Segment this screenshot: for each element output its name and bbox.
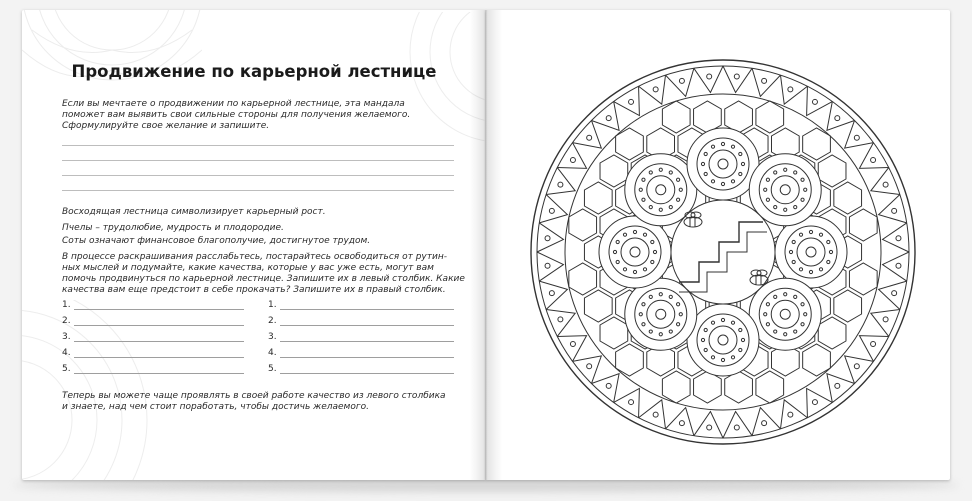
mandala-dot bbox=[854, 135, 859, 140]
mandala-triangle bbox=[557, 143, 586, 169]
mandala-dot bbox=[812, 99, 817, 104]
right-list-number-1: 1. bbox=[268, 300, 277, 310]
mandala-petal-circle bbox=[687, 128, 759, 200]
symbol-stairs-text: Восходящая лестница символизирует карьерный рост. bbox=[62, 207, 326, 217]
mandala-honeycomb-cell bbox=[756, 101, 784, 133]
mandala-dot bbox=[587, 135, 592, 140]
mandala-dot bbox=[812, 400, 817, 405]
mandala-dot bbox=[896, 263, 901, 268]
left-list-line-3[interactable] bbox=[74, 341, 244, 342]
left-list-line-1[interactable] bbox=[74, 309, 244, 310]
right-list-line-1[interactable] bbox=[280, 309, 454, 310]
mandala-honeycomb-cell bbox=[600, 317, 628, 349]
mandala-dot bbox=[854, 364, 859, 369]
mandala-dot bbox=[549, 291, 554, 296]
mandala-dot bbox=[606, 383, 611, 388]
intro-text-line-3: Сформулируйте свое желание и запишите. bbox=[62, 121, 270, 131]
mandala-triangle bbox=[639, 75, 666, 104]
intro-text-line-2: поможет вам выявить свои сильные стороны для получения желаемого. bbox=[62, 110, 411, 120]
mandala-dot bbox=[653, 412, 658, 417]
intro-text-line-1: Если вы мечтаете о продвижении по карьерной лестнице, эта мандала bbox=[62, 99, 405, 109]
wish-line-4[interactable] bbox=[62, 190, 454, 191]
mandala-honeycomb-cell bbox=[569, 209, 597, 241]
mandala-triangle bbox=[807, 388, 833, 417]
mandala-dot bbox=[788, 87, 793, 92]
mandala-dot bbox=[558, 317, 563, 322]
mandala-dot bbox=[707, 425, 712, 430]
mandala-dot bbox=[653, 87, 658, 92]
closing-text-line-1: Теперь вы можете чаще проявлять в своей работе качество из левого столбика bbox=[62, 391, 446, 401]
mandala-honeycomb-cell bbox=[600, 155, 628, 187]
mandala-dot bbox=[606, 116, 611, 121]
left-list-number-1: 1. bbox=[62, 300, 71, 310]
mandala-honeycomb-cell bbox=[849, 263, 877, 295]
left-list-number-4: 4. bbox=[62, 348, 71, 358]
mandala-triangle bbox=[859, 143, 888, 169]
symbol-bees-text: Пчелы – трудолюбие, мудрость и плодородие. bbox=[62, 223, 284, 233]
mandala-dot bbox=[871, 158, 876, 163]
right-list-line-3[interactable] bbox=[280, 341, 454, 342]
mandala-dot bbox=[629, 400, 634, 405]
mandala-triangle bbox=[871, 168, 900, 195]
right-list-number-3: 3. bbox=[268, 332, 277, 342]
mandala-honeycomb-cell bbox=[834, 290, 862, 322]
mandala-triangle bbox=[546, 309, 575, 336]
mandala-triangle bbox=[807, 86, 833, 115]
mandala-triangle bbox=[639, 400, 666, 429]
mandala-honeycomb-cell bbox=[834, 182, 862, 214]
mandala-petal-circle bbox=[599, 216, 671, 288]
mandala-dot bbox=[570, 158, 575, 163]
right-list-number-2: 2. bbox=[268, 316, 277, 326]
mandala-dot bbox=[762, 421, 767, 426]
wish-line-1[interactable] bbox=[62, 145, 454, 146]
mandala-dot bbox=[545, 236, 550, 241]
left-list-number-5: 5. bbox=[62, 364, 71, 374]
mandala-dot bbox=[679, 421, 684, 426]
mandala-dot bbox=[835, 116, 840, 121]
mandala-triangle bbox=[780, 75, 807, 104]
wish-line-3[interactable] bbox=[62, 175, 454, 176]
mandala-dot bbox=[545, 263, 550, 268]
mandala-dot bbox=[896, 236, 901, 241]
mandala-dot bbox=[679, 78, 684, 83]
mandala-triangle bbox=[614, 86, 640, 115]
mandala-honeycomb-cell bbox=[584, 182, 612, 214]
left-list-line-5[interactable] bbox=[74, 373, 244, 374]
mandala-triangle bbox=[546, 168, 575, 195]
mandala-triangle bbox=[614, 388, 640, 417]
mandala-triangle bbox=[871, 309, 900, 336]
mandala-dot bbox=[734, 425, 739, 430]
right-list-line-4[interactable] bbox=[280, 357, 454, 358]
left-list-number-3: 3. bbox=[62, 332, 71, 342]
left-list-line-4[interactable] bbox=[74, 357, 244, 358]
mandala-dot bbox=[570, 341, 575, 346]
closing-text-line-2: и знаете, над чем стоит поработать, чтобы достичь желаемого. bbox=[62, 402, 369, 412]
mandala-honeycomb-cell bbox=[662, 371, 690, 403]
task-text-line-2: ных мыслей и подумайте, какие качества, которые у вас уже есть, могут вам bbox=[62, 263, 434, 273]
left-list-number-2: 2. bbox=[62, 316, 71, 326]
book-shadow bbox=[14, 478, 958, 492]
mandala-dot bbox=[558, 182, 563, 187]
mandala-dot bbox=[871, 341, 876, 346]
mandala-center-disc bbox=[671, 200, 775, 304]
mandala-petal-circle bbox=[687, 304, 759, 376]
page-title: Продвижение по карьерной лестнице bbox=[71, 62, 437, 81]
mandala-honeycomb-cell bbox=[818, 155, 846, 187]
mandala-petal-circle bbox=[775, 216, 847, 288]
mandala-dot bbox=[707, 74, 712, 79]
task-text-line-3: помочь продвинуться по карьерной лестнице. Запишите их в левый столбик. Какие bbox=[62, 274, 465, 284]
mandala-honeycomb-cell bbox=[584, 290, 612, 322]
mandala-honeycomb-cell bbox=[569, 263, 597, 295]
mandala-dot bbox=[587, 364, 592, 369]
mandala-dot bbox=[883, 182, 888, 187]
mandala-triangle bbox=[859, 336, 888, 362]
right-list-number-4: 4. bbox=[268, 348, 277, 358]
mandala-dot bbox=[734, 74, 739, 79]
mandala-honeycomb-cell bbox=[818, 317, 846, 349]
mandala-dot bbox=[892, 291, 897, 296]
mandala-dot bbox=[883, 317, 888, 322]
mandala-dot bbox=[788, 412, 793, 417]
task-text-line-4: качества вам еще предстоит в себе прокачать? Запишите их в правый столбик. bbox=[62, 285, 446, 295]
mandala-triangle bbox=[780, 400, 807, 429]
mandala-honeycomb-cell bbox=[662, 101, 690, 133]
symbol-honeycomb-text: Соты означают финансовое благополучие, достигнутое трудом. bbox=[62, 236, 371, 246]
mandala-dot bbox=[762, 78, 767, 83]
right-list-number-5: 5. bbox=[268, 364, 277, 374]
task-text-line-1: В процессе раскрашивания расслабьтесь, постарайтесь освободиться от рутин- bbox=[62, 252, 447, 262]
mandala-dot bbox=[835, 383, 840, 388]
right-list-line-5[interactable] bbox=[280, 373, 454, 374]
mandala-dot bbox=[629, 99, 634, 104]
mandala-dot bbox=[892, 208, 897, 213]
wish-line-2[interactable] bbox=[62, 160, 454, 161]
mandala-honeycomb-cell bbox=[849, 209, 877, 241]
left-list-line-2[interactable] bbox=[74, 325, 244, 326]
mandala-triangle bbox=[557, 336, 586, 362]
right-list-line-2[interactable] bbox=[280, 325, 454, 326]
mandala-illustration bbox=[528, 57, 918, 447]
mandala-dot bbox=[549, 208, 554, 213]
mandala-honeycomb-cell bbox=[756, 371, 784, 403]
